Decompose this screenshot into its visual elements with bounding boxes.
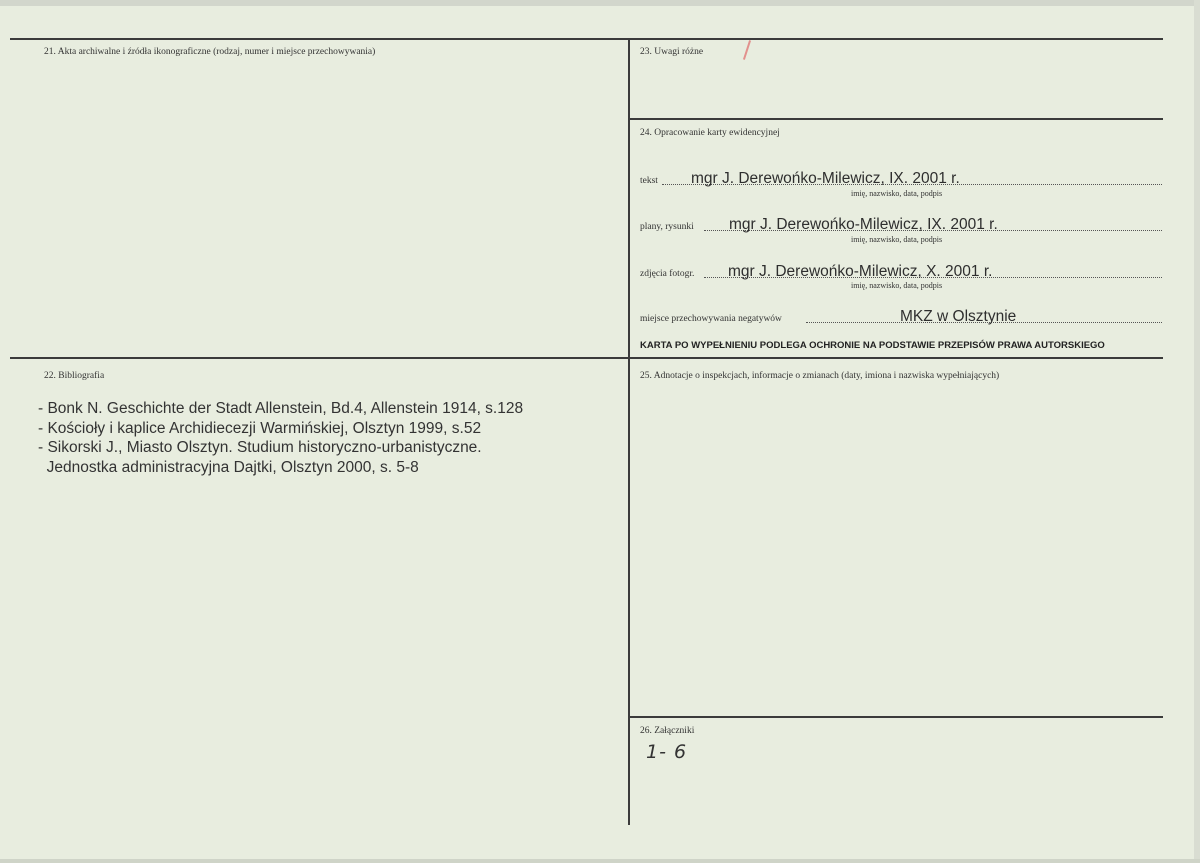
field-tekst-label: tekst xyxy=(640,176,658,186)
center-divider xyxy=(628,38,630,825)
field-negatywy xyxy=(640,308,1162,326)
field-zdjecia xyxy=(640,263,1162,281)
middle-rule xyxy=(10,357,1163,359)
field-zdjecia-value: mgr J. Derewońko-Milewicz, X. 2001 r. xyxy=(728,263,993,280)
scan-edge-bottom xyxy=(0,859,1200,863)
field-zdjecia-caption: imię, nazwisko, data, podpis xyxy=(851,281,943,290)
bibliography-list xyxy=(38,399,523,477)
bibliography-entry: Jednostka administracyjna Dajtki, Olsztyn 2000, s. 5-8 xyxy=(38,458,419,476)
attachments-handwritten: 1- 6 xyxy=(646,741,688,763)
section-26-label: 26. Załączniki xyxy=(640,726,695,736)
field-negatywy-label: miejsce przechowywania negatywów xyxy=(640,314,782,324)
field-plany xyxy=(640,216,1162,234)
bibliography-entry: - Kościoły i kaplice Archidiecezji Warmińskiej, Olsztyn 1999, s.52 xyxy=(38,419,482,437)
section-22-label: 22. Bibliografia xyxy=(44,371,105,381)
field-tekst xyxy=(640,170,1162,188)
section-25-label: 25. Adnotacje o inspekcjach, informacje o zmianach (daty, imiona i nazwiska wypełniających) xyxy=(640,371,1000,381)
field-plany-value: mgr J. Derewońko-Milewicz, IX. 2001 r. xyxy=(729,216,998,233)
field-tekst-value: mgr J. Derewońko-Milewicz, IX. 2001 r. xyxy=(691,170,960,187)
section-23-label: 23. Uwagi różne xyxy=(640,47,704,57)
rule-23-24 xyxy=(629,118,1163,120)
field-tekst-caption: imię, nazwisko, data, podpis xyxy=(851,189,943,198)
field-negatywy-value: MKZ w Olsztynie xyxy=(900,308,1017,325)
bibliography-entry: - Bonk N. Geschichte der Stadt Allenstein, Bd.4, Allenstein 1914, s.128 xyxy=(38,400,524,417)
scan-edge-right xyxy=(1194,0,1200,863)
section-21-label: 21. Akta archiwalne i źródła ikonograficzne (rodzaj, numer i miejsce przechowywania) xyxy=(44,47,376,57)
copyright-notice: KARTA PO WYPEŁNIENIU PODLEGA OCHRONIE NA PODSTAWIE PRZEPISÓW PRAWA AUTORSKIEGO xyxy=(640,340,1105,351)
top-rule xyxy=(10,38,1163,40)
section-24-label: 24. Opracowanie karty ewidencyjnej xyxy=(640,128,780,138)
field-plany-label: plany, rysunki xyxy=(640,222,694,232)
field-plany-caption: imię, nazwisko, data, podpis xyxy=(851,235,943,244)
scan-edge-top xyxy=(0,0,1200,6)
bibliography-entry: - Sikorski J., Miasto Olsztyn. Studium historyczno-urbanistyczne. xyxy=(38,439,482,456)
field-zdjecia-label: zdjęcia fotogr. xyxy=(640,269,695,279)
rule-25-26 xyxy=(629,716,1163,718)
